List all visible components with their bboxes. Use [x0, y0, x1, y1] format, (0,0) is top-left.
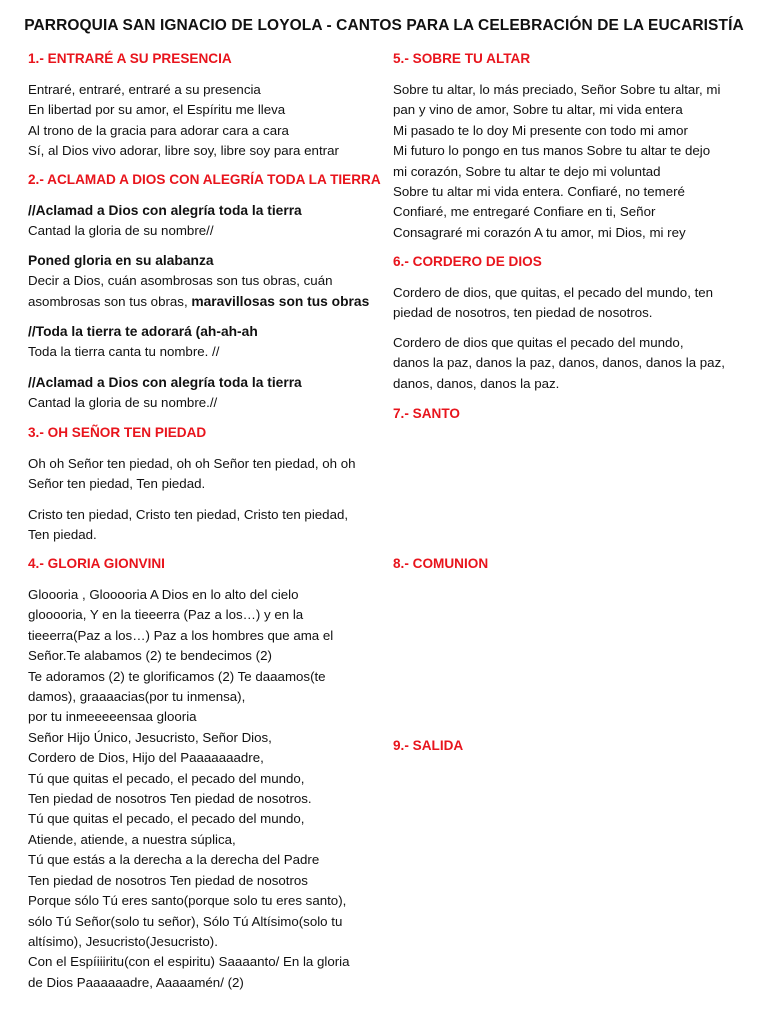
- lyric-line: Ten piedad.: [28, 527, 97, 543]
- lyric-line: Cordero de dios que quitas el pecado del mundo,: [393, 335, 684, 350]
- song-2-heading: 2.- ACLAMAD A DIOS CON ALEGRÍA TODA LA TIERRA: [28, 172, 381, 187]
- lyric-line: En libertad por su amor, el Espíritu me lleva: [28, 102, 286, 118]
- document-title: PARROQUIA SAN IGNACIO DE LOYOLA - CANTOS PARA LA CELEBRACIÓN DE LA EUCARISTÍA: [24, 17, 744, 34]
- song-5-heading: 5.- SOBRE TU ALTAR: [393, 51, 531, 66]
- lyric-line: Decir a Dios, cuán asombrosas son tus obras, cuán: [28, 273, 333, 289]
- song-9-heading: 9.- SALIDA: [393, 738, 464, 753]
- lyric-fragment: asombrosas son tus obras,: [28, 293, 192, 309]
- lyric-line: Consagraré mi corazón A tu amor, mi Dios, mi rey: [393, 224, 686, 240]
- lyric-line: Tú que quitas el pecado, el pecado del mundo,: [28, 770, 305, 786]
- song-7-heading: 7.- SANTO: [393, 406, 460, 421]
- lyric-line-bold: //Aclamad a Dios con alegría toda la tierra: [28, 203, 302, 218]
- song-5-lyrics: [393, 80, 720, 243]
- lyric-line: Cordero de dios, que quitas, el pecado del mundo, ten: [393, 285, 714, 300]
- lyric-line: Oh oh Señor ten piedad, oh oh Señor ten piedad, oh oh: [28, 456, 356, 471]
- lyric-fragment-bold: maravillosas son tus obras: [191, 293, 370, 309]
- lyric-line: Señor Hijo Único, Jesucristo, Señor Dios,: [28, 729, 272, 745]
- lyric-line: Porque sólo Tú eres santo(porque solo tu eres santo),: [28, 893, 347, 909]
- lyric-line: Tú que estás a la derecha a la derecha del Padre: [28, 852, 320, 868]
- song-4-lyrics: [28, 585, 350, 993]
- lyric-line: de Dios Paaaaaadre, Aaaaamén/ (2): [28, 974, 244, 990]
- lyric-line: Gloooria , Glooooria A Dios en lo alto del cielo: [28, 587, 299, 602]
- song-6-stanza-2: [393, 333, 725, 394]
- lyric-line: damos), graaaacias(por tu inmensa),: [28, 689, 246, 705]
- lyric-line: Mi pasado te lo doy Mi presente con todo mi amor: [393, 122, 688, 138]
- song-1-heading: 1.- ENTRARÉ A SU PRESENCIA: [28, 51, 232, 66]
- lyric-line: por tu inmeeeeensaa glooria: [28, 709, 197, 725]
- lyric-line: Cantad la gloria de su nombre.//: [28, 395, 218, 411]
- lyric-line: Con el Espíiiiritu(con el espiritu) Saaaanto/ En la gloria: [28, 954, 350, 970]
- lyric-line-bold: Poned gloria en su alabanza: [28, 253, 214, 268]
- lyric-line: Señor.Te alabamos (2) te bendecimos (2): [28, 648, 272, 664]
- song-2-stanza-4: [28, 373, 302, 414]
- song-8-heading: 8.- COMUNION: [393, 556, 489, 571]
- lyric-line: glooooria, Y en la tieeerra (Paz a los…) y en la: [28, 607, 304, 623]
- lyric-line: Cordero de Dios, Hijo del Paaaaaaadre,: [28, 750, 264, 766]
- lyric-line: danos la paz, danos la paz, danos, danos, danos la paz,: [393, 355, 725, 371]
- lyric-line: Al trono de la gracia para adorar cara a cara: [28, 122, 289, 138]
- lyric-line: Sobre tu altar, lo más preciado, Señor Sobre tu altar, mi: [393, 82, 721, 97]
- song-1-lyrics: [28, 80, 339, 162]
- lyric-line: Toda la tierra canta tu nombre. //: [28, 344, 220, 360]
- lyric-line: Sobre tu altar mi vida entera. Confiaré, no temeré: [393, 184, 685, 200]
- lyric-line-bold: //Aclamad a Dios con alegría toda la tierra: [28, 375, 302, 390]
- lyric-line: Entraré, entraré, entraré a su presencia: [28, 82, 261, 97]
- lyric-line: Ten piedad de nosotros Ten piedad de nosotros.: [28, 791, 312, 807]
- song-6-heading: 6.- CORDERO DE DIOS: [393, 254, 542, 269]
- lyric-line: sólo Tú Señor(solo tu señor), Sólo Tú Altísimo(solo tu: [28, 913, 343, 929]
- lyric-line: danos, danos, danos la paz.: [393, 375, 560, 391]
- song-6-stanza-1: [393, 283, 713, 324]
- lyric-line: Te adoramos (2) te glorificamos (2) Te daaamos(te: [28, 668, 326, 684]
- lyric-line: Confiaré, me entregaré Confiare en ti, Señor: [393, 204, 656, 220]
- lyric-line: Cristo ten piedad, Cristo ten piedad, Cristo ten piedad,: [28, 507, 349, 522]
- song-2-stanza-2: [28, 251, 369, 312]
- lyric-line: Cantad la gloria de su nombre//: [28, 223, 214, 239]
- lyric-line-bold: //Toda la tierra te adorará (ah-ah-ah: [28, 324, 258, 339]
- lyric-line: [28, 292, 369, 312]
- lyric-line: Atiende, atiende, a nuestra súplica,: [28, 831, 236, 847]
- lyric-line: piedad de nosotros, ten piedad de nosotros.: [393, 305, 653, 321]
- lyric-line: Tú que quitas el pecado, el pecado del mundo,: [28, 811, 305, 827]
- lyric-line: tieeerra(Paz a los…) Paz a los hombres que ama el: [28, 627, 334, 643]
- song-2-stanza-1: [28, 201, 302, 242]
- song-4-heading: 4.- GLORIA GIONVINI: [28, 556, 165, 571]
- song-3-stanza-1: [28, 454, 356, 495]
- lyric-line: Mi futuro lo pongo en tus manos Sobre tu altar te dejo: [393, 143, 711, 159]
- lyric-line: Sí, al Dios vivo adorar, libre soy, libre soy para entrar: [28, 143, 339, 159]
- lyric-line: pan y vino de amor, Sobre tu altar, mi vida entera: [393, 102, 683, 118]
- lyric-line: altísimo), Jesucristo(Jesucristo).: [28, 933, 218, 949]
- lyric-line: Ten piedad de nosotros Ten piedad de nosotros: [28, 872, 308, 888]
- song-3-stanza-2: [28, 505, 348, 546]
- song-2-stanza-3: [28, 322, 258, 363]
- song-3-heading: 3.- OH SEÑOR TEN PIEDAD: [28, 425, 207, 440]
- lyric-line: Señor ten piedad, Ten piedad.: [28, 476, 206, 492]
- lyric-line: mi corazón, Sobre tu altar te dejo mi voluntad: [393, 163, 661, 179]
